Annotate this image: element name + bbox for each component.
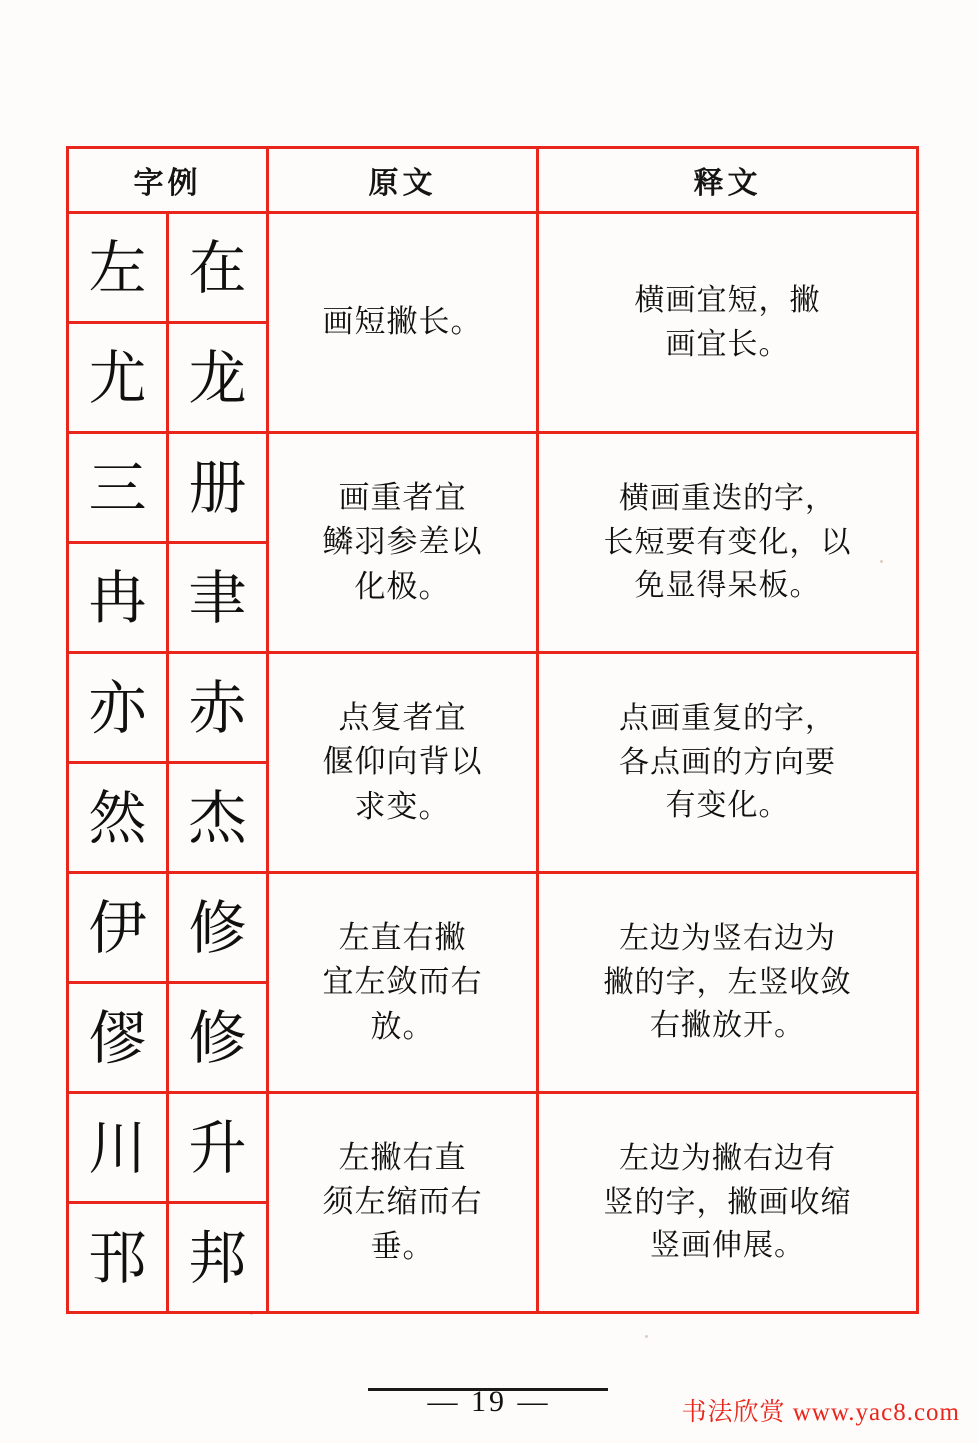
- example-glyph: 左: [68, 213, 168, 323]
- page-number: — 19 —: [427, 1385, 551, 1418]
- translation-text-line: 竖的字，撇画收缩: [603, 1185, 852, 1219]
- table-row: [68, 1093, 918, 1203]
- original-text-line: 求变。: [354, 788, 451, 824]
- example-glyph: 龙: [168, 323, 268, 433]
- translation-text-line: 右撇放开。: [650, 1009, 805, 1043]
- example-glyph: 邘: [68, 1203, 168, 1313]
- translation-text-cell: [538, 1093, 918, 1313]
- translation-text-line: 横画宜短，撇: [634, 284, 821, 317]
- translation-text-cell: [538, 653, 918, 873]
- translation-text-line: 撇的字，左竖收敛: [603, 965, 852, 999]
- example-glyph: 冉: [68, 543, 168, 653]
- table-row: [68, 213, 918, 323]
- translation-text-line: 横画重迭的字，: [619, 482, 836, 516]
- original-text-line: 画重者宜: [338, 480, 467, 516]
- calligraphy-table-container: [66, 146, 916, 1314]
- translation-text-line: 免显得呆板。: [634, 569, 821, 603]
- original-text-line: 放。: [370, 1008, 435, 1044]
- table-row: [68, 653, 918, 763]
- original-text-line: 左直右撇: [338, 920, 467, 956]
- translation-text-line: 有变化。: [665, 789, 790, 823]
- example-glyph: 三: [68, 433, 168, 543]
- original-text-line: 宜左敛而右: [322, 964, 483, 1000]
- example-glyph: 在: [168, 213, 268, 323]
- calligraphy-table: [66, 146, 919, 1314]
- original-text-line: 鳞羽参差以: [322, 524, 483, 560]
- original-text-line: 垂。: [370, 1228, 435, 1264]
- translation-text-line: 左边为竖右边为: [619, 922, 836, 956]
- example-glyph: 川: [68, 1093, 168, 1203]
- table-row: [68, 433, 918, 543]
- translation-text-line: 左边为撇右边有: [619, 1142, 836, 1176]
- table-row: [68, 873, 918, 983]
- translation-text-line: 点画重复的字，: [619, 702, 836, 736]
- original-text-cell: [268, 873, 538, 1093]
- original-text-cell: [268, 213, 538, 433]
- column-header-examples: 字例: [68, 148, 268, 213]
- original-text-line: 化极。: [354, 568, 451, 604]
- column-header-original: 原文: [268, 148, 538, 213]
- original-text-cell: [268, 433, 538, 653]
- example-glyph: 修: [168, 873, 268, 983]
- translation-text-line: 长短要有变化，以: [603, 525, 852, 559]
- translation-text-line: 各点画的方向要: [619, 745, 836, 779]
- example-glyph: 册: [168, 433, 268, 543]
- translation-text-cell: [538, 213, 918, 433]
- example-glyph: 聿: [168, 543, 268, 653]
- original-text-cell: [268, 653, 538, 873]
- original-text-line: 点复者宜: [338, 700, 467, 736]
- example-glyph: 亦: [68, 653, 168, 763]
- original-text-line: 左撇右直: [338, 1140, 467, 1176]
- example-glyph: 伊: [68, 873, 168, 983]
- example-glyph: 赤: [168, 653, 268, 763]
- original-text-cell: [268, 1093, 538, 1313]
- example-glyph: 修: [168, 983, 268, 1093]
- column-header-translation: 释文: [538, 148, 918, 213]
- translation-text-cell: [538, 433, 918, 653]
- translation-text-cell: [538, 873, 918, 1093]
- example-glyph: 杰: [168, 763, 268, 873]
- example-glyph: 尤: [68, 323, 168, 433]
- paper-speck: [645, 1335, 648, 1338]
- watermark-text: 书法欣赏 www.yac8.com: [681, 1399, 960, 1426]
- example-glyph: 僇: [68, 983, 168, 1093]
- original-text-line: 画短撇长。: [322, 304, 483, 340]
- example-glyph: 然: [68, 763, 168, 873]
- translation-text-line: 竖画伸展。: [650, 1229, 805, 1263]
- original-text-line: 偃仰向背以: [322, 744, 483, 780]
- example-glyph: 邦: [168, 1203, 268, 1313]
- table-header-row: [68, 148, 918, 213]
- translation-text-line: 画宜长。: [665, 327, 790, 361]
- example-glyph: 升: [168, 1093, 268, 1203]
- original-text-line: 须左缩而右: [322, 1184, 483, 1220]
